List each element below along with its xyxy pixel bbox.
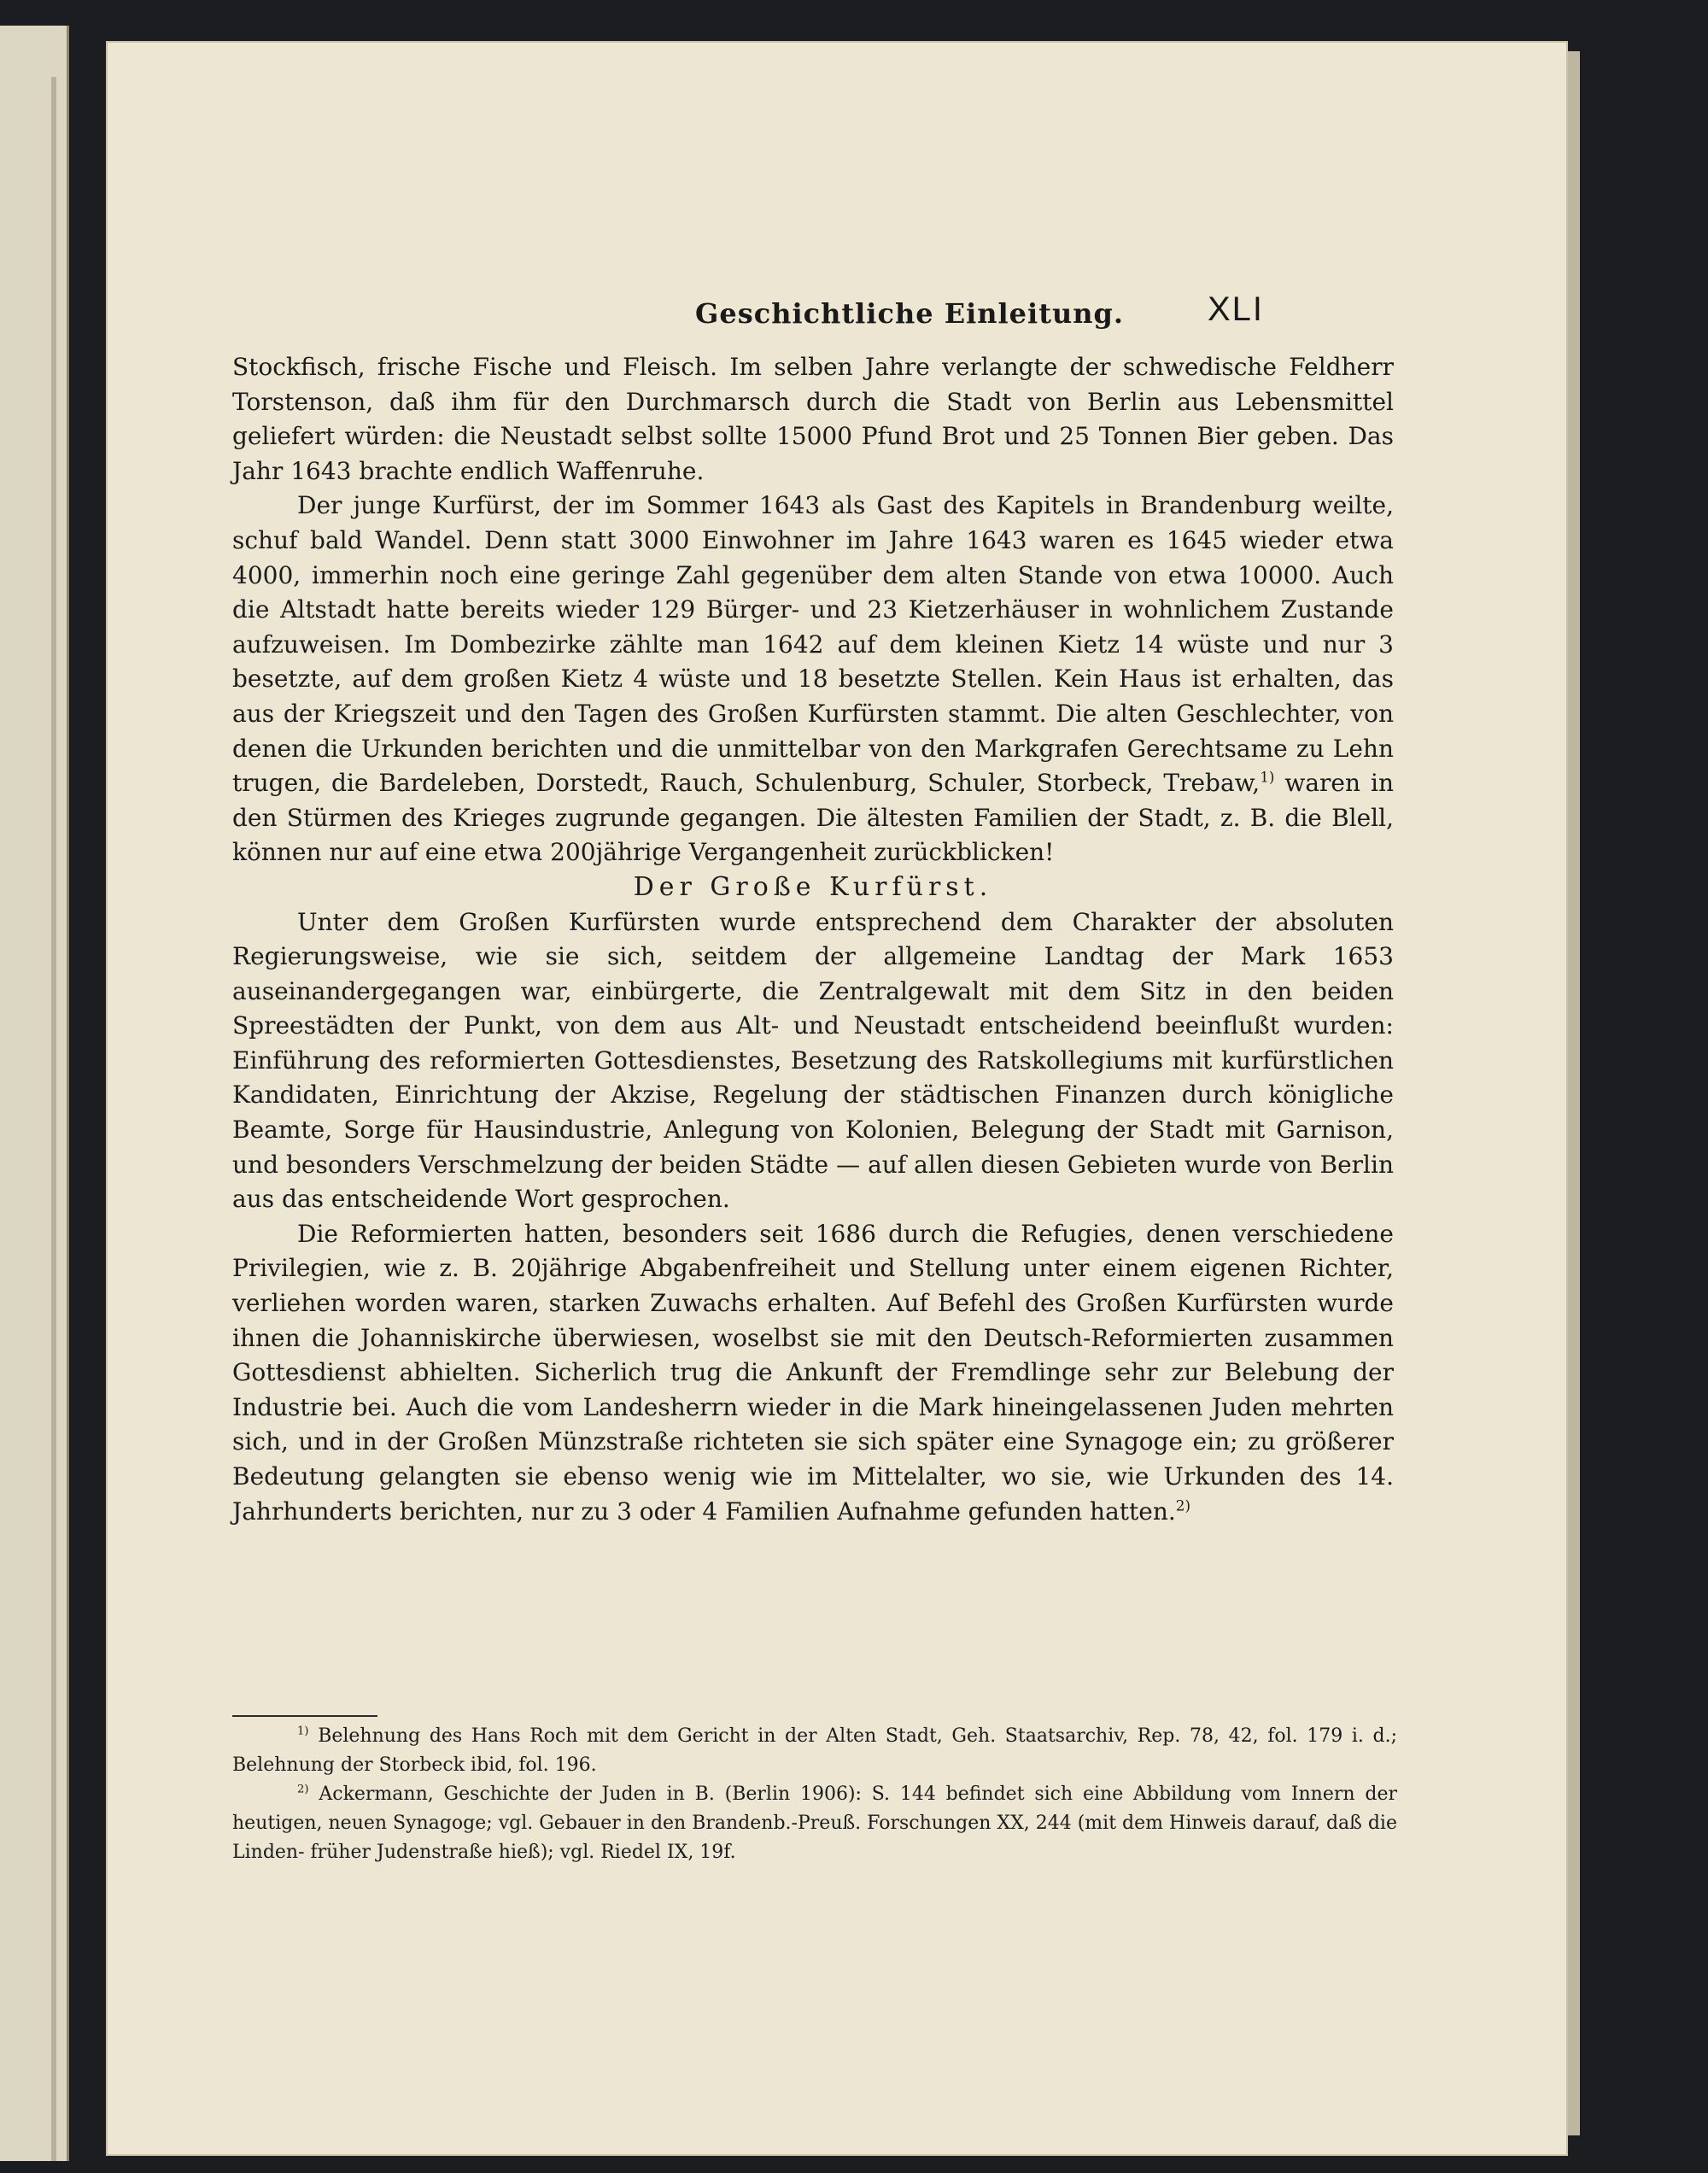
- page-number: XLI: [1208, 290, 1265, 328]
- footnote: [232, 1722, 1397, 1780]
- footnote-reference[interactable]: 2): [1175, 1496, 1191, 1514]
- paragraph-text: Der junge Kurfürst, der im Sommer 1643 als Gast des Kapitels in Brandenburg weilte, schuf bald Wandel. Denn statt 3000 Einwohner im Jahre 1643 waren es 1645 wieder etwa 4000, immerhin noch eine geringe Zahl gegenüber dem alten Stande von etwa 10000. Auch die Altstadt hatte bereits wieder 129 Bürger- und 23 Kietzerhäuser in wohnlichem Zustande aufzuweisen. Im Dombezirke zählte man 1642 auf dem kleinen Kietz 14 wüste und nur 3 besetzte, auf dem großen Kietz 4 wüste und 18 besetzte Stellen. Kein Haus ist erhalten, das aus der Kriegszeit und den Tagen des Großen Kurfürsten stammt. Die alten Geschlechter, von denen die Urkunden berichten und die unmittelbar von den Markgrafen Gerechtsame zu Lehn trugen, die Bardeleben, Dorstedt, Rauch, Schulenburg, Schuler, Storbeck, Trebaw,: [232, 491, 1394, 798]
- book-edge: [1568, 51, 1580, 2135]
- section-heading: Der Große Kurfürst.: [633, 871, 993, 902]
- footnote-marker: 2): [297, 1783, 309, 1796]
- running-title: Geschichtliche Einleitung.: [695, 297, 1125, 330]
- paragraph: [232, 489, 1394, 870]
- previous-page-edge: [0, 26, 69, 2161]
- paragraph: [232, 1217, 1394, 1529]
- page-header: [106, 289, 1568, 340]
- footnote-divider: [232, 1715, 377, 1717]
- footnotes: [232, 1722, 1397, 1867]
- footnote: [232, 1780, 1397, 1867]
- paragraph: Stockfisch, frische Fische und Fleisch. Im selben Jahre verlangte der schwedische Feldherr Torstenson, daß ihm für den Durchmarsch durch die Stadt von Berlin aus Lebensmittel geliefert würden: die Neustadt selbst sollte 15000 Pfund Brot und 25 Tonnen Bier geben. Das Jahr 1643 brachte endlich Waffenruhe.: [232, 353, 1394, 485]
- footnote-text: Ackermann, Geschichte der Juden in B. (Berlin 1906): S. 144 befindet sich eine Abbildung vom Innern der heutigen, neuen Synagoge; vgl. Gebauer in den Brandenb.-Preuß. Forschungen XX, 244 (mit dem Hinweis darauf, daß die Linden- früher Judenstraße hieß); vgl. Riedel IX, 19f.: [232, 1784, 1397, 1863]
- footnote-reference[interactable]: 1): [1260, 768, 1275, 786]
- footnote-marker: 1): [297, 1725, 309, 1738]
- paragraph: Unter dem Großen Kurfürsten wurde entsprechend dem Charakter der absoluten Regierungsweise, wie sie sich, seitdem der allgemeine Landtag der Mark 1653 auseinandergegangen war, einbürgerte, die Zentralgewalt mit dem Sitz in den beiden Spreestädten der Punkt, von dem aus Alt- und Neustadt entscheidend beeinflußt wurden: Einführung des reformierten Gottesdienstes, Besetzung des Ratskollegiums mit kurfürstlichen Kandidaten, Einrichtung der Akzise, Regelung der städtischen Finanzen durch königliche Beamte, Sorge für Hausindustrie, Anlegung von Kolonien, Belegung der Stadt mit Garnison, und besonders Verschmelzung der beiden Städte — auf allen diesen Gebieten wurde von Berlin aus das entscheidende Wort gesprochen.: [232, 907, 1394, 1214]
- body-text: [232, 350, 1394, 1529]
- paragraph-text: Die Reformierten hatten, besonders seit 1686 durch die Refugies, denen verschiedene Privilegien, wie z. B. 20jährige Abgabenfreiheit und Stellung unter einem eigenen Richter, verliehen worden waren, starken Zuwachs erhalten. Auf Befehl des Großen Kurfürsten wurde ihnen die Johanniskirche überwiesen, woselbst sie mit den Deutsch-Reformierten zusammen Gottesdienst abhielten. Sicherlich trug die Ankunft der Fremdlinge sehr zur Belebung der Industrie bei. Auch die vom Landesherrn wieder in die Mark hineingelassenen Juden mehrten sich, und in der Großen Münzstraße richteten sie sich später eine Synagoge ein; zu größerer Bedeutung gelangten sie ebenso wenig wie im Mittelalter, wo sie, wie Urkunden des 14. Jahrhunderts berichten, nur zu 3 oder 4 Familien Aufnahme gefunden hatten.: [232, 1219, 1394, 1526]
- book-page: [106, 41, 1568, 2156]
- footnote-text: Belehnung des Hans Roch mit dem Gericht in der Alten Stadt, Geh. Staatsarchiv, Rep. 78, 42, fol. 179 i. d.; Belehnung der Storbeck ibid, fol. 196.: [232, 1725, 1397, 1776]
- paragraph-text: waren in den Stürmen des Krieges zugrunde gegangen. Die ältesten Familien der Stadt, z. B. die Blell, können nur auf eine etwa 200jährige Vergangenheit zurückblicken!: [232, 769, 1394, 867]
- previous-page-fold: [51, 77, 56, 2161]
